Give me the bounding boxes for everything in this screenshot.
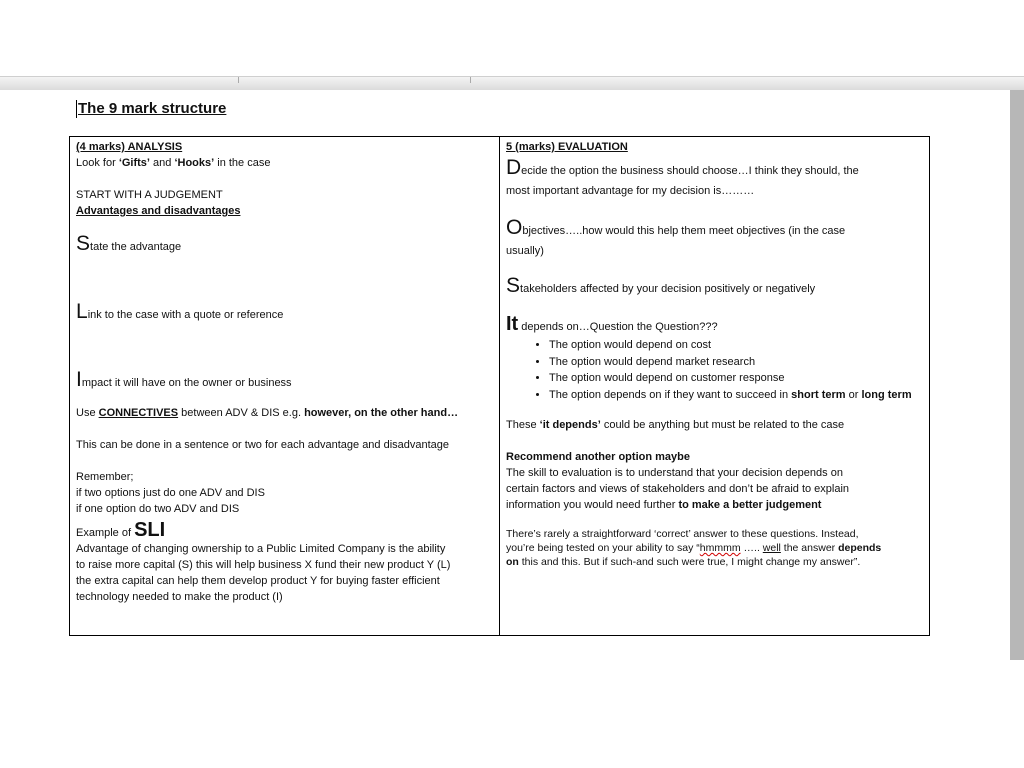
list-item: • The option would depend on cost	[549, 337, 923, 354]
example-line: Example of SLI	[76, 519, 166, 541]
start-judgement: START WITH A JUDGEMENT	[76, 189, 223, 201]
example-text-2: to raise more capital (S) this will help business X fund their new product Y (L)	[76, 559, 451, 571]
s-letter-eval: S	[506, 274, 521, 297]
adv-dis-heading: Advantages and disadvantages	[76, 205, 241, 217]
decide-line: Decide the option the business should choose…I think they should, the	[506, 156, 859, 179]
rarely-line-2: you’re being tested on your ability to say “hmmmm ….. well the answer depends	[506, 542, 882, 554]
skill-line-2: certain factors and views of stakeholders and don’t be afraid to explain	[506, 483, 850, 495]
list-item: • The option would depend market research	[549, 354, 923, 371]
d-letter: D	[506, 156, 522, 179]
example-text-1: Advantage of changing ownership to a Public Limited Company is the ability	[76, 543, 446, 555]
look-for-line: Look for ‘Gifts’ and ‘Hooks’ in the case	[76, 157, 271, 169]
stakeholders-line: Stakeholders affected by your decision positively or negatively	[506, 274, 816, 297]
state-line: State the advantage	[76, 232, 182, 255]
example-text-4: technology needed to make the product (I)	[76, 591, 283, 603]
example-text-3: the extra capital can help them develop product Y for buying faster efficient	[76, 575, 440, 587]
skill-line-3: information you would need further to make a better judgement	[506, 499, 822, 511]
gifts-text: ‘Gifts’	[118, 157, 150, 169]
analysis-header: (4 marks) ANALYSIS	[76, 141, 183, 153]
remember-line: Remember;	[76, 471, 134, 483]
mark-structure-table	[69, 136, 930, 636]
connectives-text: CONNECTIVES	[98, 407, 179, 419]
objectives-line-2: usually)	[506, 245, 544, 257]
list-item: • The option depends on if they want to succeed in short term or long term	[549, 387, 923, 404]
evaluation-header: 5 (marks) EVALUATION	[506, 141, 628, 153]
connectives-line: Use CONNECTIVES between ADV & DIS e.g. however, on the other hand…	[76, 407, 459, 419]
depends-bullet-list	[506, 337, 923, 403]
objectives-line: Objectives…..how would this help them meet objectives (in the case	[506, 216, 846, 239]
these-it-depends-line: These ‘it depends’ could be anything but must be related to the case	[506, 419, 845, 431]
document-page[interactable]	[0, 90, 1010, 660]
recommend-heading: Recommend another option maybe	[506, 451, 690, 463]
sentence-line: This can be done in a sentence or two for each advantage and disadvantage	[76, 439, 450, 451]
rarely-line-3: on this and this. But if such-and such were true, I might change my answer”.	[506, 556, 861, 568]
skill-line-1: The skill to evaluation is to understand that your decision depends on	[506, 467, 843, 479]
rarely-line-1: There’s rarely a straightforward ‘correct’ answer to these questions. Instead,	[506, 528, 859, 540]
decide-line-2: most important advantage for my decision is………	[506, 185, 755, 197]
i-letter: I	[76, 368, 82, 391]
one-option-line: if one option do two ADV and DIS	[76, 503, 240, 515]
two-options-line: if two options just do one ADV and DIS	[76, 487, 265, 499]
link-line: Link to the case with a quote or reference	[76, 300, 284, 323]
document-area[interactable]	[0, 90, 1024, 660]
list-item: • The option would depend on customer response	[549, 370, 923, 387]
hooks-text: ‘Hooks’	[174, 157, 215, 169]
l-letter: L	[76, 300, 88, 323]
sli-text: SLI	[134, 519, 166, 541]
page-title: The 9 mark structure	[78, 100, 227, 117]
spellcheck-hmmmm: hmmmm	[699, 542, 741, 554]
o-letter: O	[506, 216, 523, 239]
ruler-tick	[238, 77, 239, 83]
s-letter: S	[76, 232, 91, 255]
evaluation-cell	[500, 137, 930, 636]
analysis-cell	[70, 137, 500, 636]
impact-line: Impact it will have on the owner or business	[76, 368, 292, 391]
it-word: It	[506, 313, 519, 335]
it-depends-line: It depends on…Question the Question???	[506, 313, 718, 335]
ruler-tick	[470, 77, 471, 83]
